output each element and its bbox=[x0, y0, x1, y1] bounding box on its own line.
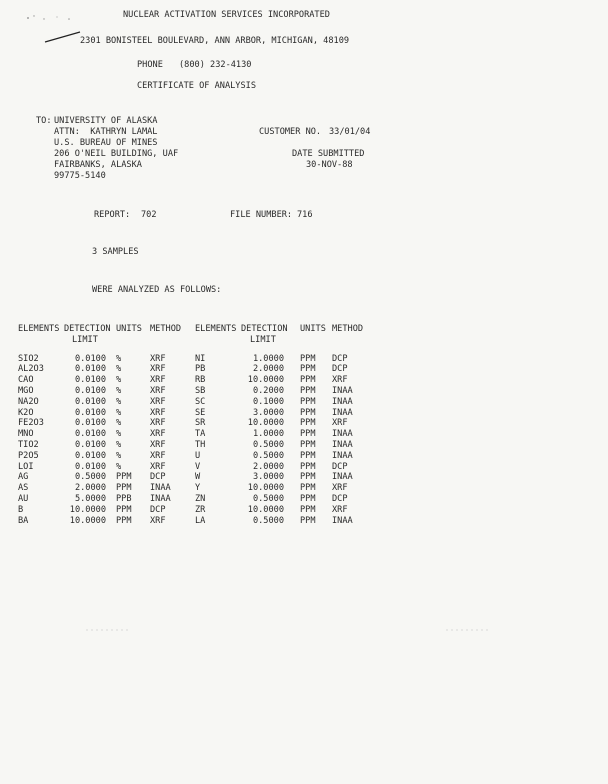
table-cell: INAA bbox=[332, 429, 353, 440]
table-cell: INAA bbox=[332, 450, 353, 461]
table-cell: 0.2000 bbox=[252, 385, 284, 396]
table-row bbox=[18, 483, 372, 494]
table-row bbox=[18, 386, 372, 397]
table-cell: XRF bbox=[150, 396, 166, 407]
table-cell: 0.0100 bbox=[74, 407, 106, 418]
table-cell: XRF bbox=[150, 407, 166, 418]
date-submitted-label: DATE SUBMITTED bbox=[292, 149, 365, 159]
report-number: 702 bbox=[141, 210, 157, 220]
table-cell: DCP bbox=[332, 493, 348, 504]
column-header: UNITS bbox=[300, 324, 326, 334]
table-cell: XRF bbox=[332, 483, 348, 494]
table-cell: B bbox=[18, 504, 24, 515]
table-cell: INAA bbox=[332, 385, 353, 396]
table-cell: 0.0100 bbox=[74, 353, 106, 364]
table-cell: AG bbox=[18, 472, 29, 483]
table-cell: XRF bbox=[150, 353, 166, 364]
table-cell: PPM bbox=[300, 353, 316, 364]
table-cell: XRF bbox=[150, 364, 166, 375]
table-cell: 0.0100 bbox=[74, 439, 106, 450]
table-row bbox=[18, 354, 372, 365]
table-cell: PPM bbox=[116, 472, 132, 483]
table-row bbox=[18, 505, 372, 516]
table-cell: ZR bbox=[195, 504, 206, 515]
table-row bbox=[18, 516, 372, 527]
company-name: NUCLEAR ACTIVATION SERVICES INCORPORATED bbox=[123, 10, 330, 20]
table-cell: 0.0100 bbox=[74, 429, 106, 440]
phone-label: PHONE bbox=[137, 60, 163, 70]
recipient-line: U.S. BUREAU OF MINES bbox=[54, 138, 158, 148]
table-header-row bbox=[18, 324, 372, 335]
table-cell: PPM bbox=[300, 515, 316, 526]
table-cell: INAA bbox=[332, 472, 353, 483]
table-cell: INAA bbox=[150, 493, 171, 504]
table-cell: XRF bbox=[150, 450, 166, 461]
recipient-line: ATTN: KATHRYN LAMAL bbox=[54, 127, 158, 137]
table-cell: BA bbox=[18, 515, 29, 526]
table-cell: 3.0000 bbox=[252, 407, 284, 418]
table-cell: PPM bbox=[300, 504, 316, 515]
table-cell: SIO2 bbox=[18, 353, 39, 364]
recipient-line: UNIVERSITY OF ALASKA bbox=[54, 116, 158, 126]
table-row bbox=[18, 408, 372, 419]
file-number: 716 bbox=[297, 210, 313, 220]
table-cell: XRF bbox=[150, 515, 166, 526]
to-label: TO: bbox=[36, 116, 52, 126]
table-cell: 10.0000 bbox=[69, 515, 106, 526]
table-cell: 10.0000 bbox=[247, 418, 284, 429]
customer-number: 33/01/04 bbox=[329, 127, 371, 137]
table-cell: PPM bbox=[300, 439, 316, 450]
table-cell: FE2O3 bbox=[18, 418, 44, 429]
table-cell: SC bbox=[195, 396, 206, 407]
table-cell: 0.0100 bbox=[74, 375, 106, 386]
date-submitted: 30-NOV-88 bbox=[306, 160, 353, 170]
table-cell: 2.0000 bbox=[74, 483, 106, 494]
column-header: DETECTION bbox=[241, 324, 288, 334]
table-cell: PPM bbox=[300, 375, 316, 386]
table-cell: RB bbox=[195, 375, 206, 386]
table-cell: 0.5000 bbox=[74, 472, 106, 483]
table-cell: SB bbox=[195, 385, 206, 396]
table-cell: 10.0000 bbox=[247, 504, 284, 515]
table-cell: XRF bbox=[150, 429, 166, 440]
table-row bbox=[18, 451, 372, 462]
table-cell: AS bbox=[18, 483, 29, 494]
column-header: UNITS bbox=[116, 324, 142, 334]
table-cell: XRF bbox=[150, 461, 166, 472]
table-cell: K2O bbox=[18, 407, 34, 418]
table-cell: NA2O bbox=[18, 396, 39, 407]
table-cell: XRF bbox=[332, 504, 348, 515]
table-cell: PPM bbox=[116, 504, 132, 515]
table-cell: XRF bbox=[332, 375, 348, 386]
table-cell: LA bbox=[195, 515, 206, 526]
table-cell: 0.0100 bbox=[74, 461, 106, 472]
table-cell: PPM bbox=[300, 429, 316, 440]
table-cell: % bbox=[116, 407, 122, 418]
table-cell: PPM bbox=[300, 418, 316, 429]
corner-specks bbox=[24, 8, 84, 24]
recipient-line: 206 O'NEIL BUILDING, UAF bbox=[54, 149, 179, 159]
table-cell: AU bbox=[18, 493, 29, 504]
samples-count: 3 SAMPLES bbox=[92, 247, 139, 257]
table-cell: PPM bbox=[116, 483, 132, 494]
table-cell: 0.5000 bbox=[252, 493, 284, 504]
table-cell: PPM bbox=[300, 385, 316, 396]
column-header: ELEMENTS bbox=[18, 324, 60, 334]
table-cell: DCP bbox=[332, 364, 348, 375]
file-number-label: FILE NUMBER: bbox=[230, 210, 293, 220]
table-cell: MNO bbox=[18, 429, 34, 440]
table-cell: % bbox=[116, 429, 122, 440]
table-cell: XRF bbox=[150, 385, 166, 396]
recipient-line: FAIRBANKS, ALASKA bbox=[54, 160, 142, 170]
table-cell: ZN bbox=[195, 493, 206, 504]
table-cell: PB bbox=[195, 364, 206, 375]
document-title: CERTIFICATE OF ANALYSIS bbox=[137, 81, 256, 91]
table-cell: % bbox=[116, 461, 122, 472]
table-cell: % bbox=[116, 385, 122, 396]
table-cell: CAO bbox=[18, 375, 34, 386]
customer-number-label: CUSTOMER NO. bbox=[259, 127, 322, 137]
table-cell: PPM bbox=[300, 493, 316, 504]
table-cell: PPM bbox=[116, 515, 132, 526]
column-header: ELEMENTS bbox=[195, 324, 237, 334]
table-cell: V bbox=[195, 461, 201, 472]
table-cell: PPM bbox=[300, 472, 316, 483]
table-cell: PPB bbox=[116, 493, 132, 504]
table-cell: PPM bbox=[300, 450, 316, 461]
table-cell: % bbox=[116, 418, 122, 429]
table-cell: 0.5000 bbox=[252, 515, 284, 526]
table-row bbox=[18, 397, 372, 408]
company-address: 2301 BONISTEEL BOULEVARD, ANN ARBOR, MICHIGAN, 48109 bbox=[80, 36, 350, 46]
table-cell: INAA bbox=[332, 396, 353, 407]
table-cell: XRF bbox=[150, 375, 166, 386]
table-cell: 0.5000 bbox=[252, 450, 284, 461]
table-subheader-row bbox=[18, 335, 372, 346]
table-cell: LOI bbox=[18, 461, 34, 472]
table-cell: U bbox=[195, 450, 201, 461]
table-cell: PPM bbox=[300, 407, 316, 418]
table-cell: 10.0000 bbox=[247, 375, 284, 386]
table-cell: 10.0000 bbox=[69, 504, 106, 515]
table-cell: 0.0100 bbox=[74, 450, 106, 461]
table-cell: TIO2 bbox=[18, 439, 39, 450]
column-subheader: LIMIT bbox=[250, 334, 276, 345]
phone-number: (800) 232-4130 bbox=[179, 60, 252, 70]
table-cell: XRF bbox=[332, 418, 348, 429]
table-cell: % bbox=[116, 439, 122, 450]
table-cell: P2O5 bbox=[18, 450, 39, 461]
table-cell: SE bbox=[195, 407, 206, 418]
table-cell: 10.0000 bbox=[247, 483, 284, 494]
analyzed-as-follows: WERE ANALYZED AS FOLLOWS: bbox=[92, 285, 222, 295]
table-cell: TA bbox=[195, 429, 206, 440]
table-cell: 2.0000 bbox=[252, 461, 284, 472]
table-cell: AL2O3 bbox=[18, 364, 44, 375]
table-row bbox=[18, 364, 372, 375]
table-cell: DCP bbox=[150, 504, 166, 515]
table-cell: % bbox=[116, 375, 122, 386]
column-header: METHOD bbox=[332, 324, 364, 334]
table-cell: 0.0100 bbox=[74, 364, 106, 375]
table-cell: DCP bbox=[332, 461, 348, 472]
table-cell: 0.0100 bbox=[74, 418, 106, 429]
table-cell: TH bbox=[195, 439, 206, 450]
column-header: METHOD bbox=[150, 324, 182, 334]
column-subheader: LIMIT bbox=[72, 334, 98, 345]
table-cell: INAA bbox=[332, 439, 353, 450]
table-row bbox=[18, 462, 372, 473]
table-cell: 3.0000 bbox=[252, 472, 284, 483]
table-cell: % bbox=[116, 364, 122, 375]
table-cell: 0.1000 bbox=[252, 396, 284, 407]
table-cell: PPM bbox=[300, 461, 316, 472]
table-cell: XRF bbox=[150, 439, 166, 450]
table-row bbox=[18, 375, 372, 386]
table-row bbox=[18, 418, 372, 429]
recipient-line: 99775-5140 bbox=[54, 171, 106, 181]
table-cell: 2.0000 bbox=[252, 364, 284, 375]
table-cell: % bbox=[116, 450, 122, 461]
table-cell: 1.0000 bbox=[252, 353, 284, 364]
table-row bbox=[18, 472, 372, 483]
table-cell: INAA bbox=[150, 483, 171, 494]
table-cell: XRF bbox=[150, 418, 166, 429]
table-cell: 1.0000 bbox=[252, 429, 284, 440]
table-cell: 0.5000 bbox=[252, 439, 284, 450]
table-cell: 0.0100 bbox=[74, 385, 106, 396]
table-row bbox=[18, 429, 372, 440]
table-cell: INAA bbox=[332, 407, 353, 418]
table-cell: % bbox=[116, 396, 122, 407]
table-cell: 0.0100 bbox=[74, 396, 106, 407]
table-cell: Y bbox=[195, 483, 201, 494]
column-header: DETECTION bbox=[64, 324, 111, 334]
table-cell: MGO bbox=[18, 385, 34, 396]
table-row bbox=[18, 494, 372, 505]
table-cell: W bbox=[195, 472, 201, 483]
table-cell: DCP bbox=[332, 353, 348, 364]
table-cell: NI bbox=[195, 353, 206, 364]
table-cell: % bbox=[116, 353, 122, 364]
scan-specks bbox=[0, 620, 608, 640]
table-cell: PPM bbox=[300, 396, 316, 407]
handwritten-stroke bbox=[44, 30, 82, 44]
table-cell: DCP bbox=[150, 472, 166, 483]
table-cell: PPM bbox=[300, 364, 316, 375]
table-cell: 5.0000 bbox=[74, 493, 106, 504]
table-cell: SR bbox=[195, 418, 206, 429]
table-cell: INAA bbox=[332, 515, 353, 526]
report-label: REPORT: bbox=[94, 210, 131, 220]
table-row bbox=[18, 440, 372, 451]
elements-table bbox=[18, 324, 372, 526]
table-cell: PPM bbox=[300, 483, 316, 494]
